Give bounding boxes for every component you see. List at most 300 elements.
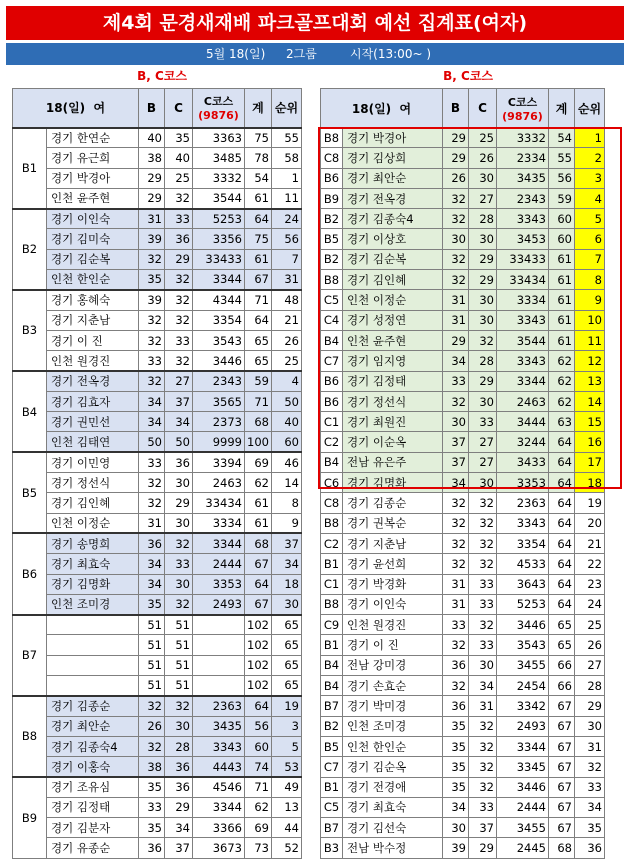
score-b: 36: [443, 696, 469, 716]
course-code: B8: [321, 128, 343, 148]
score-ccourse: 3354: [497, 533, 549, 553]
score-b: 32: [443, 270, 469, 290]
table-row: [13, 655, 302, 675]
course-code: B4: [321, 676, 343, 696]
score-total: 67: [549, 818, 575, 838]
rank: 48: [271, 290, 301, 310]
score-total: 75: [245, 229, 272, 249]
player-name: 경기 이인숙: [47, 209, 139, 229]
header-ccourse-label: C코스: [507, 95, 538, 109]
score-ccourse: 3345: [497, 757, 549, 777]
score-c: 35: [165, 128, 193, 148]
score-ccourse: 4344: [193, 290, 245, 310]
score-c: 34: [165, 818, 193, 838]
score-ccourse: 2343: [497, 188, 549, 208]
score-c: 29: [469, 371, 497, 391]
score-ccourse: 3332: [497, 128, 549, 148]
score-total: 64: [549, 452, 575, 472]
score-ccourse: 33434: [193, 493, 245, 513]
score-c: 32: [165, 533, 193, 553]
table-row: [321, 676, 605, 696]
score-ccourse: 2363: [497, 493, 549, 513]
rank: 20: [575, 513, 605, 533]
score-b: 50: [139, 432, 165, 452]
table-row: [13, 310, 302, 330]
score-c: 32: [469, 736, 497, 756]
rank: 24: [575, 594, 605, 614]
score-total: 102: [245, 676, 272, 696]
score-total: 59: [549, 188, 575, 208]
rank: 21: [575, 533, 605, 553]
score-b: 31: [443, 290, 469, 310]
score-b: 32: [139, 371, 165, 391]
rank: 32: [575, 757, 605, 777]
rank: 60: [271, 432, 301, 452]
player-name: [47, 635, 139, 655]
page-title: 제4회 문경새재배 파크골프대회 예선 집계표(여자): [6, 6, 624, 40]
score-b: 32: [139, 493, 165, 513]
score-total: 62: [245, 797, 272, 817]
score-total: 64: [549, 574, 575, 594]
score-b: 32: [443, 209, 469, 229]
score-b: 31: [443, 574, 469, 594]
score-c: 30: [165, 716, 193, 736]
score-b: 32: [443, 249, 469, 269]
score-total: 65: [549, 635, 575, 655]
score-total: 59: [245, 371, 272, 391]
score-total: 54: [245, 168, 272, 188]
score-ccourse: 3343: [497, 513, 549, 533]
player-name: 인천 조미경: [47, 594, 139, 614]
table-row: [13, 290, 302, 310]
score-b: 36: [443, 655, 469, 675]
table-row: [13, 452, 302, 472]
score-total: 67: [549, 777, 575, 797]
score-b: 30: [443, 229, 469, 249]
table-row: [13, 797, 302, 817]
score-c: 25: [469, 128, 497, 148]
score-ccourse: 2463: [497, 391, 549, 411]
score-total: 67: [245, 594, 272, 614]
player-name: 인천 김태연: [47, 432, 139, 452]
rank: 12: [575, 351, 605, 371]
right-table: [320, 88, 605, 859]
rank: 52: [271, 838, 301, 858]
table-row: [321, 716, 605, 736]
score-c: 32: [165, 696, 193, 716]
score-total: 67: [549, 736, 575, 756]
score-ccourse: 5253: [193, 209, 245, 229]
player-name: 경기 박경아: [343, 128, 443, 148]
score-ccourse: [193, 676, 245, 696]
score-c: 32: [165, 290, 193, 310]
score-b: 51: [139, 655, 165, 675]
rank: 40: [271, 412, 301, 432]
player-name: 경기 최안순: [47, 716, 139, 736]
table-row: [13, 716, 302, 736]
table-row: [321, 655, 605, 675]
table-row: [321, 574, 605, 594]
score-b: 35: [139, 777, 165, 797]
course-code: B2: [321, 716, 343, 736]
header-c: C: [165, 89, 193, 128]
score-b: 32: [139, 249, 165, 269]
player-name: 경기 박미경: [343, 696, 443, 716]
score-b: 33: [139, 351, 165, 371]
score-c: 37: [165, 838, 193, 858]
player-name: 전남 박수정: [343, 838, 443, 858]
player-name: 인천 조미경: [343, 716, 443, 736]
table-row: [13, 777, 302, 797]
score-total: 61: [549, 310, 575, 330]
table-row: [13, 493, 302, 513]
player-name: 경기 박경화: [343, 574, 443, 594]
player-name: 경기 이상호: [343, 229, 443, 249]
score-c: 33: [165, 330, 193, 350]
rank: 29: [575, 696, 605, 716]
rank: 4: [271, 371, 301, 391]
score-ccourse: 2343: [193, 371, 245, 391]
header-rank: 순위: [575, 89, 605, 128]
score-ccourse: 2445: [497, 838, 549, 858]
score-c: 36: [165, 757, 193, 777]
rank: 13: [271, 797, 301, 817]
rank: 11: [575, 330, 605, 350]
score-c: 36: [165, 452, 193, 472]
score-c: 32: [469, 493, 497, 513]
player-name: [47, 615, 139, 635]
subtitle-group: 2그룹: [286, 47, 317, 61]
player-name: 경기 전경애: [343, 777, 443, 797]
table-row: [13, 168, 302, 188]
group-label: B6: [13, 533, 47, 614]
course-code: C6: [321, 473, 343, 493]
course-code: C2: [321, 432, 343, 452]
table-row: [321, 452, 605, 472]
course-label-left: B, C코스: [137, 69, 187, 83]
score-ccourse: 33433: [497, 249, 549, 269]
subtitle-start: 시작(13:00~ ): [350, 47, 431, 61]
score-b: 51: [139, 615, 165, 635]
score-c: 30: [165, 513, 193, 533]
course-code: B8: [321, 513, 343, 533]
table-row: [321, 736, 605, 756]
score-ccourse: 2454: [497, 676, 549, 696]
course-code: B5: [321, 229, 343, 249]
score-b: 32: [139, 696, 165, 716]
table-row: [321, 594, 605, 614]
score-total: 61: [245, 188, 272, 208]
score-ccourse: 4533: [497, 554, 549, 574]
score-ccourse: 3643: [497, 574, 549, 594]
left-table: [12, 88, 302, 859]
table-row: [13, 818, 302, 838]
score-c: 33: [469, 412, 497, 432]
score-total: 65: [245, 330, 272, 350]
rank: 19: [575, 493, 605, 513]
table-row: [321, 615, 605, 635]
rank: 8: [271, 493, 301, 513]
score-c: 36: [165, 777, 193, 797]
rank: 11: [271, 188, 301, 208]
score-b: 37: [443, 452, 469, 472]
score-c: 32: [469, 330, 497, 350]
score-b: 32: [443, 635, 469, 655]
rank: 34: [575, 797, 605, 817]
player-name: 경기 최효숙: [343, 797, 443, 817]
player-name: 경기 김분자: [47, 818, 139, 838]
table-row: [321, 838, 605, 858]
score-total: 56: [245, 716, 272, 736]
table-row: [13, 513, 302, 533]
header-rank: 순위: [271, 89, 301, 128]
score-c: 30: [469, 310, 497, 330]
player-name: 경기 손효순: [343, 676, 443, 696]
course-code: C5: [321, 290, 343, 310]
player-name: 인천 윤주현: [343, 330, 443, 350]
rank: 17: [575, 452, 605, 472]
score-b: 35: [139, 594, 165, 614]
player-name: 경기 지춘남: [343, 533, 443, 553]
score-c: 32: [165, 351, 193, 371]
player-name: 인천 한인순: [343, 736, 443, 756]
player-name: 경기 정선식: [343, 391, 443, 411]
score-b: 32: [443, 533, 469, 553]
score-c: 30: [469, 290, 497, 310]
score-c: 29: [469, 270, 497, 290]
table-row: [321, 229, 605, 249]
score-total: 60: [549, 209, 575, 229]
score-ccourse: 3353: [497, 473, 549, 493]
course-code: B5: [321, 736, 343, 756]
score-c: 30: [469, 229, 497, 249]
table-row: [321, 432, 605, 452]
course-code: B6: [321, 391, 343, 411]
score-total: 64: [549, 594, 575, 614]
header-ccourse: [497, 89, 549, 128]
score-b: 29: [443, 128, 469, 148]
score-ccourse: 5253: [497, 594, 549, 614]
course-code: B9: [321, 188, 343, 208]
score-c: 28: [469, 351, 497, 371]
table-row: [321, 473, 605, 493]
score-c: 33: [469, 594, 497, 614]
player-name: 전남 유은주: [343, 452, 443, 472]
score-b: 39: [139, 229, 165, 249]
score-total: 64: [549, 554, 575, 574]
player-name: 경기 최원진: [343, 412, 443, 432]
table-row: [321, 371, 605, 391]
table-row: [13, 696, 302, 716]
rank: 36: [575, 838, 605, 858]
group-label: B1: [13, 128, 47, 209]
score-total: 62: [549, 351, 575, 371]
course-code: B1: [321, 777, 343, 797]
score-b: 32: [443, 493, 469, 513]
score-b: 35: [443, 777, 469, 797]
player-name: 경기 지춘남: [47, 310, 139, 330]
header-total: 계: [549, 89, 575, 128]
score-ccourse: 3353: [193, 574, 245, 594]
score-ccourse: 3344: [193, 533, 245, 553]
table-row: [321, 757, 605, 777]
score-b: 31: [139, 513, 165, 533]
player-name: 경기 김종순: [343, 493, 443, 513]
course-code: C8: [321, 148, 343, 168]
table-row: [321, 310, 605, 330]
group-label: B3: [13, 290, 47, 371]
score-c: 30: [165, 574, 193, 594]
score-total: 66: [549, 655, 575, 675]
score-ccourse: 3344: [193, 797, 245, 817]
table-row: [321, 777, 605, 797]
score-ccourse: 3565: [193, 391, 245, 411]
rank: 37: [271, 533, 301, 553]
table-row: [13, 615, 302, 635]
rank: 3: [575, 168, 605, 188]
score-total: 73: [245, 838, 272, 858]
course-code: C9: [321, 615, 343, 635]
score-c: 27: [469, 452, 497, 472]
score-total: 71: [245, 290, 272, 310]
table-row: [13, 594, 302, 614]
table-row: [13, 838, 302, 858]
subtitle-date: 5월 18(일): [206, 47, 266, 61]
table-row: [13, 188, 302, 208]
rank: 14: [271, 473, 301, 493]
table-row: [13, 351, 302, 371]
score-c: 30: [469, 473, 497, 493]
rank: 4: [575, 188, 605, 208]
course-code: B7: [321, 696, 343, 716]
table-row: [321, 148, 605, 168]
table-row: [13, 391, 302, 411]
score-c: 32: [469, 615, 497, 635]
score-ccourse: 3543: [497, 635, 549, 655]
player-name: 전남 강미경: [343, 655, 443, 675]
table-row: [13, 635, 302, 655]
score-c: 32: [165, 270, 193, 290]
score-ccourse: 3446: [497, 777, 549, 797]
table-row: [321, 330, 605, 350]
rank: 9: [271, 513, 301, 533]
score-total: 61: [549, 330, 575, 350]
score-total: 64: [245, 209, 272, 229]
table-row: [13, 229, 302, 249]
score-b: 36: [139, 838, 165, 858]
score-c: 31: [469, 696, 497, 716]
player-name: 경기 김명화: [47, 574, 139, 594]
score-c: 30: [469, 168, 497, 188]
course-code: B3: [321, 838, 343, 858]
course-code: C7: [321, 757, 343, 777]
score-b: 29: [139, 168, 165, 188]
score-b: 40: [139, 128, 165, 148]
rank: 27: [575, 655, 605, 675]
score-total: 65: [549, 615, 575, 635]
score-ccourse: 3544: [193, 188, 245, 208]
player-name: 경기 송명희: [47, 533, 139, 553]
score-total: 67: [549, 757, 575, 777]
table-row: [13, 554, 302, 574]
score-total: 61: [245, 513, 272, 533]
rank: 1: [575, 128, 605, 148]
score-c: 32: [469, 757, 497, 777]
group-label: B8: [13, 696, 47, 777]
player-name: 경기 조유심: [47, 777, 139, 797]
score-c: 51: [165, 676, 193, 696]
header-ccourse-num: (9876): [502, 109, 543, 123]
score-b: 33: [443, 371, 469, 391]
score-ccourse: [193, 635, 245, 655]
score-c: 51: [165, 635, 193, 655]
course-code: B8: [321, 594, 343, 614]
table-row: [13, 249, 302, 269]
rank: 31: [271, 270, 301, 290]
rank: 25: [575, 615, 605, 635]
score-c: 29: [469, 838, 497, 858]
score-total: 102: [245, 655, 272, 675]
score-b: 26: [139, 716, 165, 736]
rank: 18: [575, 473, 605, 493]
score-ccourse: 3334: [497, 290, 549, 310]
score-c: 29: [469, 249, 497, 269]
course-code: B6: [321, 371, 343, 391]
player-name: 경기 이 진: [343, 635, 443, 655]
score-b: 35: [443, 757, 469, 777]
header-b: B: [139, 89, 165, 128]
score-ccourse: 3344: [497, 371, 549, 391]
group-label: B7: [13, 615, 47, 696]
score-b: 29: [443, 148, 469, 168]
score-ccourse: 3433: [497, 452, 549, 472]
rank: 13: [575, 371, 605, 391]
score-ccourse: 3435: [193, 716, 245, 736]
rank: 28: [575, 676, 605, 696]
header-ccourse: [193, 89, 245, 128]
score-c: 27: [469, 188, 497, 208]
score-b: 32: [443, 554, 469, 574]
course-code: B4: [321, 452, 343, 472]
header-b: B: [443, 89, 469, 128]
player-name: 경기 김명화: [343, 473, 443, 493]
score-c: 32: [469, 777, 497, 797]
score-total: 63: [549, 412, 575, 432]
score-b: 38: [139, 757, 165, 777]
player-name: 경기 김종순: [47, 696, 139, 716]
table-row: [321, 533, 605, 553]
player-name: 경기 김순복: [47, 249, 139, 269]
score-ccourse: 3343: [497, 351, 549, 371]
player-name: 경기 윤선희: [343, 554, 443, 574]
score-b: 35: [139, 270, 165, 290]
score-ccourse: 3394: [193, 452, 245, 472]
table-row: [321, 270, 605, 290]
rank: 30: [575, 716, 605, 736]
score-c: 32: [165, 310, 193, 330]
rank: 30: [271, 594, 301, 614]
player-name: [47, 655, 139, 675]
score-ccourse: 2444: [497, 797, 549, 817]
score-total: 67: [549, 696, 575, 716]
table-row: [321, 412, 605, 432]
player-name: 경기 임지영: [343, 351, 443, 371]
player-name: 경기 성정연: [343, 310, 443, 330]
score-total: 67: [549, 716, 575, 736]
rank: 16: [575, 432, 605, 452]
score-ccourse: 3342: [497, 696, 549, 716]
course-code: C2: [321, 533, 343, 553]
